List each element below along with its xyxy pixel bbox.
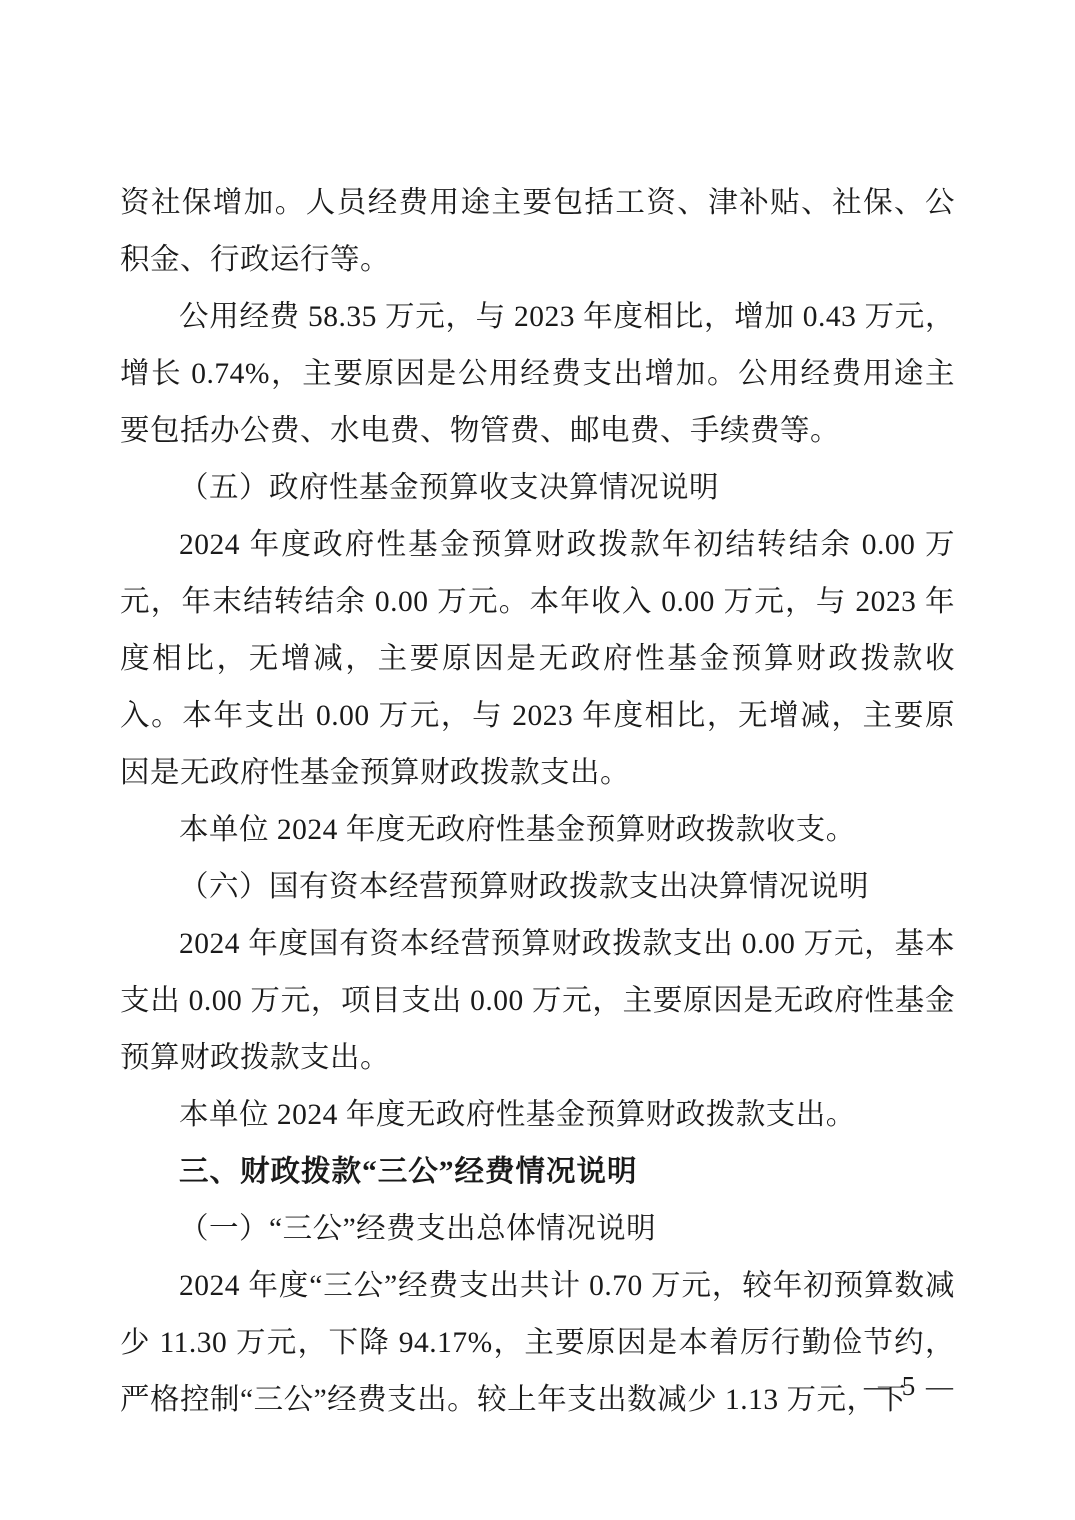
heading-section-six: （六）国有资本经营预算财政拨款支出决算情况说明 <box>179 871 870 903</box>
heading-section-three: 三、财政拨款“三公”经费情况说明 <box>179 1156 638 1188</box>
paragraph-three-public-expense: 2024 年度“三公”经费支出共计 0.70 万元，较年初预算数减少 11.30 万元，下降 94.17%，主要原因是本着厉行勤俭节约，严格控制“三公”经费支出。较上年支出数减少 1.13 万元，下 <box>120 1270 955 1416</box>
page-number: — 5 — <box>864 1371 955 1401</box>
heading-section-three-one: （一）“三公”经费支出总体情况说明 <box>179 1213 657 1245</box>
paragraph-unit-no-government-fund: 本单位 2024 年度无政府性基金预算财政拨款收支。 <box>179 814 856 846</box>
paragraph-personnel-expense-continued: 资社保增加。人员经费用途主要包括工资、津补贴、社保、公积金、行政运行等。 <box>120 187 955 276</box>
document-body <box>120 175 955 1429</box>
heading-section-five: （五）政府性基金预算收支决算情况说明 <box>179 472 720 504</box>
paragraph-government-fund-budget: 2024 年度政府性基金预算财政拨款年初结转结余 0.00 万元，年末结转结余 0.00 万元。本年收入 0.00 万元，与 2023 年度相比，无增减，主要原因是无政府性基金预算财政拨款收入。本年支出 0.00 万元，与 2023 年度相比，无增减，主要原因是无政府性基金预算财政拨款支出。 <box>120 529 955 789</box>
paragraph-state-capital-budget: 2024 年度国有资本经营预算财政拨款支出 0.00 万元，基本支出 0.00 万元，项目支出 0.00 万元，主要原因是无政府性基金预算财政拨款支出。 <box>120 928 955 1074</box>
paragraph-unit-no-state-capital: 本单位 2024 年度无政府性基金预算财政拨款支出。 <box>179 1099 856 1131</box>
paragraph-public-expense: 公用经费 58.35 万元，与 2023 年度相比，增加 0.43 万元，增长 0.74%，主要原因是公用经费支出增加。公用经费用途主要包括办公费、水电费、物管费、邮电费、手续费等。 <box>120 301 955 447</box>
